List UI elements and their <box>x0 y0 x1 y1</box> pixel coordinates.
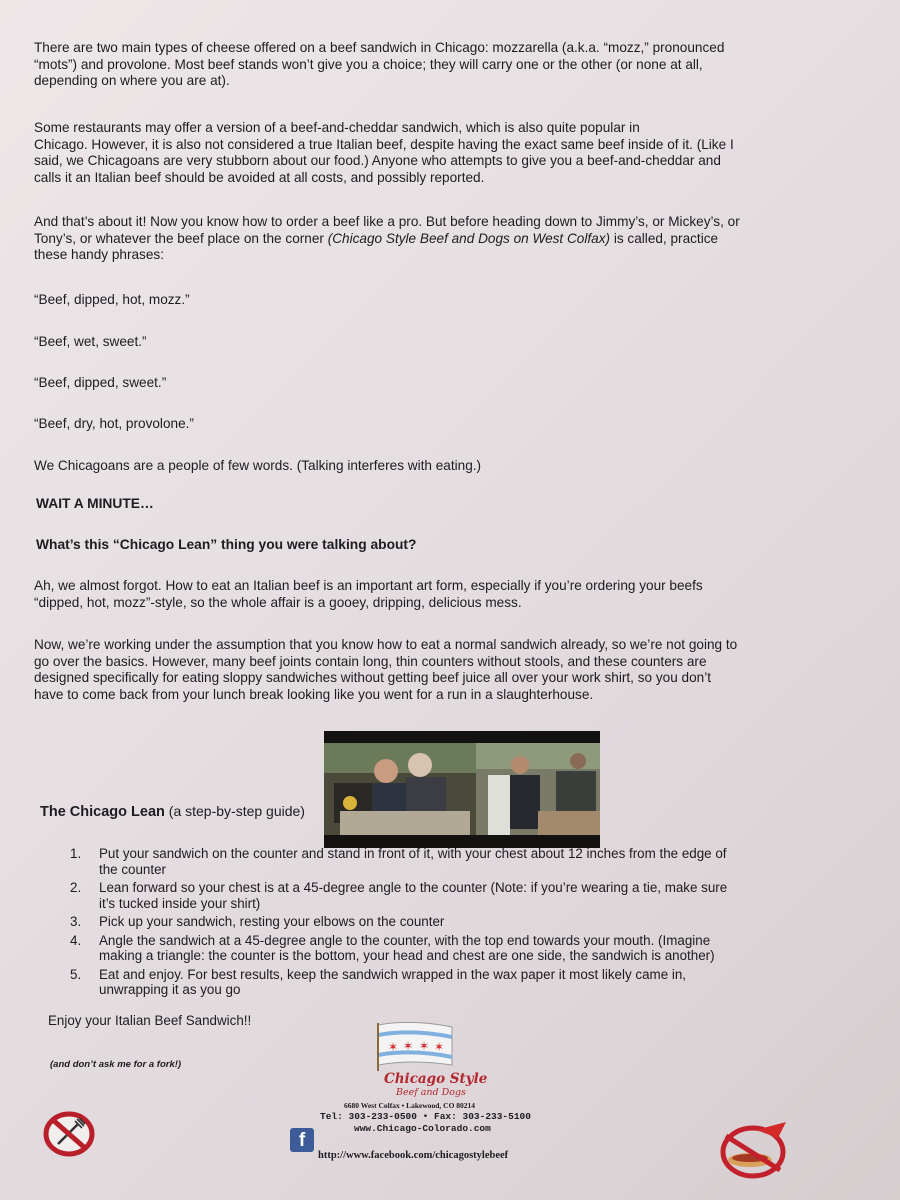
text-line: Now, we’re working under the assumption that you know how to eat a normal sandwich already, so we’re not going to <box>34 637 738 652</box>
paragraph-assumption <box>34 637 824 703</box>
text-segment: is called, practice <box>610 230 719 246</box>
text-line: calls it an Italian beef should be avoided at all costs, and possibly reported. <box>34 169 485 185</box>
text-line: Some restaurants may offer a version of a beef-and-cheddar sandwich, which is also quite popular in <box>34 120 640 135</box>
chicago-lean-title <box>40 803 305 820</box>
step-text: Angle the sandwich at a 45-degree angle to the counter, with the top end towards your mouth. (Imagine <box>99 932 711 948</box>
step-text: Pick up your sandwich, resting your elbows on the counter <box>99 914 445 929</box>
step-text: Put your sandwich on the counter and stand in front of it, with your chest about 12 inches from the edge of <box>99 846 727 861</box>
text-line <box>34 231 824 248</box>
paragraph-cheddar <box>34 120 824 186</box>
text-line: Chicago. However, it is also not considered a true Italian beef, despite having the exact same beef inside of it. (Like I <box>34 136 734 152</box>
lean-subtitle: (a step-by-step guide) <box>164 803 305 819</box>
step-text: the counter <box>99 861 166 877</box>
chicago-lean-photo <box>324 731 600 848</box>
fork-note: (and don’t ask me for a fork!) <box>50 1059 182 1070</box>
svg-text:✶: ✶ <box>403 1039 414 1053</box>
restaurant-address: 6680 West Colfax • Lakewood, CO 80214 <box>344 1101 476 1110</box>
paragraph-order <box>34 214 824 264</box>
lean-steps-list <box>64 846 804 1001</box>
brand-subname: Beef and Dogs <box>396 1087 466 1098</box>
step-text: it’s tucked inside your shirt) <box>99 895 261 911</box>
step-number: 4. <box>70 932 82 948</box>
svg-text:✶: ✶ <box>434 1040 445 1054</box>
step-text: Eat and enjoy. For best results, keep the sandwich wrapped in the wax paper it most likely came in, <box>99 966 687 982</box>
step-text: unwrapping it as you go <box>99 982 241 997</box>
paragraph-forgot <box>34 578 824 611</box>
paragraph-cheese <box>34 40 824 90</box>
brand-name: Chicago Style <box>384 1071 488 1087</box>
text-line: “dipped, hot, mozz”-style, so the whole affair is a gooey, dripping, delicious mess. <box>34 594 522 610</box>
question-heading: What’s this “Chicago Lean” thing you were talking about? <box>36 537 417 552</box>
step-item <box>64 846 804 877</box>
lean-title-bold: The Chicago Lean <box>40 804 165 820</box>
facebook-icon: f <box>290 1128 314 1152</box>
step-number: 3. <box>70 914 82 929</box>
step-text: Lean forward so your chest is at a 45-degree angle to the counter (Note: if you’re wearing a tie, make sure <box>99 880 728 895</box>
restaurant-phone: Tel: 303-233-0500 • Fax: 303-233-5100 <box>320 1111 531 1122</box>
few-words-line: We Chicagoans are a people of few words. (Talking interferes with eating.) <box>34 458 482 473</box>
text-segment: Tony’s, or whatever the beef place on the corner <box>34 230 328 246</box>
phrase-4: “Beef, dry, hot, provolone.” <box>34 416 194 431</box>
step-number: 1. <box>70 846 82 861</box>
text-line: Ah, we almost forgot. How to eat an Italian beef is an important art form, especially if you’re ordering your beefs <box>34 578 703 593</box>
enjoy-line: Enjoy your Italian Beef Sandwich!! <box>48 1013 252 1028</box>
no-hotdog-icon <box>712 1120 794 1180</box>
phrase-2: “Beef, wet, sweet.” <box>34 334 147 349</box>
text-line: go over the basics. However, many beef joints contain long, thin counters without stools, and these counters are <box>34 653 707 669</box>
wait-heading: WAIT A MINUTE… <box>36 496 154 511</box>
text-line: And that’s about it! Now you know how to order a beef like a pro. But before heading down to Jimmy’s, or Mickey’s, or <box>34 214 740 229</box>
restaurant-website: www.Chicago-Colorado.com <box>354 1123 491 1134</box>
text-line: have to come back from your lunch break looking like you went for a run in a slaughterhouse. <box>34 686 594 702</box>
restaurant-logo <box>300 1015 560 1195</box>
step-item <box>64 914 804 930</box>
text-line: designed specifically for eating sloppy sandwiches without getting beef juice all over your work shirt, so you don’t <box>34 670 712 685</box>
text-line: There are two main types of cheese offered on a beef sandwich in Chicago: mozzarella (a.k.a. “mozz,” pronounced <box>34 40 725 55</box>
step-item <box>64 933 804 964</box>
step-number: 2. <box>70 880 82 895</box>
restaurant-name-italic: (Chicago Style Beef and Dogs on West Colfax) <box>327 230 611 246</box>
no-fork-icon <box>42 1110 96 1158</box>
text-line: depending on where you are at). <box>34 73 230 88</box>
phrase-3: “Beef, dipped, sweet.” <box>34 375 167 390</box>
text-line: these handy phrases: <box>34 247 164 262</box>
text-line: “mots”) and provolone. Most beef stands won’t give you a choice; they will carry one or the other (or none at all, <box>34 56 703 72</box>
chicago-flag-icon <box>372 1019 458 1071</box>
step-number: 5. <box>70 966 82 982</box>
svg-text:✶: ✶ <box>419 1039 430 1053</box>
facebook-url: http://www.facebook.com/chicagostylebeef <box>318 1150 509 1161</box>
text-line: said, we Chicagoans are very stubborn about our food.) Anyone who attempts to give you a beef-and-cheddar and <box>34 153 721 168</box>
phrase-1: “Beef, dipped, hot, mozz.” <box>34 292 190 307</box>
step-text: making a triangle: the counter is the bottom, your head and chest are one side, the sandwich is another) <box>99 948 715 963</box>
step-item <box>64 967 804 998</box>
step-item <box>64 880 804 911</box>
svg-text:✶: ✶ <box>388 1040 399 1054</box>
photo-illustration <box>324 731 600 848</box>
